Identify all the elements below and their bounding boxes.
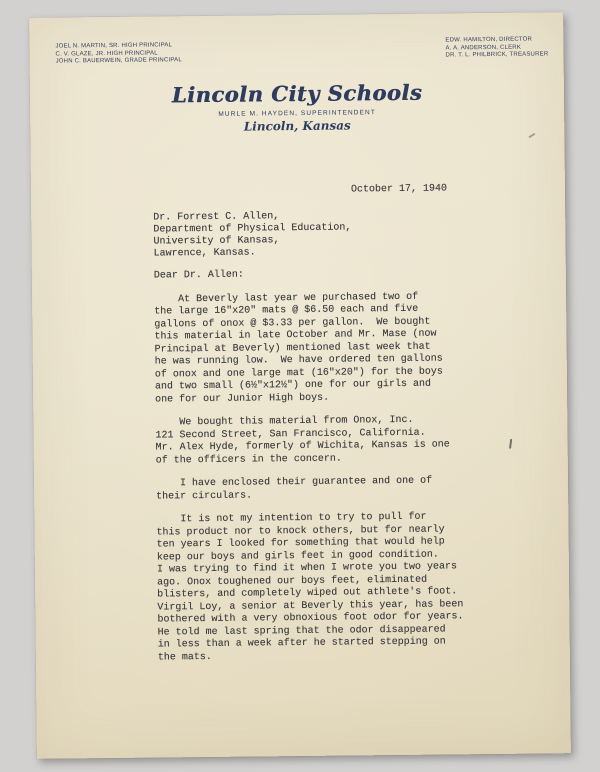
- recipient-line: Dr. Forrest C. Allen,: [153, 210, 280, 224]
- official-line: C. V. GLAZE, JR. HIGH PRINCIPAL: [55, 49, 158, 58]
- ink-mark: [509, 439, 512, 449]
- body-paragraph: We bought this material from Onox, Inc. 121 Second Street, San Francisco, California. Mr. Alex Hyde, formerly of Wichita, Kansas is one of the officers in the concern.: [155, 415, 450, 467]
- salutation: Dear Dr. Allen:: [153, 269, 244, 282]
- official-line: JOHN C. BAUERWEIN, GRADE PRINCIPAL: [55, 57, 182, 65]
- superintendent-line: MURLE M. HAYDEN, SUPERINTENDENT: [218, 109, 376, 118]
- school-location: Lincoln, Kansas: [243, 118, 351, 134]
- date-line: October 17, 1940: [350, 183, 448, 196]
- recipient-line: University of Kansas,: [153, 235, 280, 248]
- recipient-line: Department of Physical Education,: [153, 222, 352, 236]
- letter-paper: [29, 12, 571, 759]
- letterhead-left-officials: [55, 42, 181, 66]
- recipient-address: [153, 208, 503, 260]
- recipient-line: Lawrence, Kansas.: [153, 247, 256, 260]
- official-line: EDW. HAMILTON, DIRECTOR: [445, 36, 533, 44]
- letter-body: [153, 183, 508, 665]
- official-line: JOEL N. MARTIN, SR. HIGH PRINCIPAL: [55, 42, 173, 50]
- ink-mark: [528, 133, 535, 138]
- official-line: DR. T. L. PHILBRICK, TREASURER: [445, 51, 549, 59]
- body-paragraph: I have enclosed their guarantee and one of their circulars.: [155, 475, 433, 503]
- letterhead-right-officials: [445, 36, 548, 60]
- body-paragraph: At Beverly last year we purchased two of the large 16"x20" mats @ $6.50 each and five gallons of onox @ $3.33 per gallon. We bought this material in late October and Mr. Mase (now Principal at Beverly) mentioned last week that he was running low. We have ordered ten gallons of onox and one large mat (16"x20") for the boys and two small (6½"x12½") one for our girls and one for our Junior High boys.: [154, 291, 443, 406]
- official-line: A. A. ANDERSON, CLERK: [445, 44, 522, 51]
- body-paragraph: It is not my intention to try to pull for this product nor to knock others, but for nearly ten years I looked for something that would help keep our boys and girls feet in good condition. I was trying to find it when I wrote you two years ago. Onox toughened our boys feet, eliminated blisters, and completely wiped out athlete's foot. Virgil Loy, a senior at Beverly this year, has been bothered with a very obnoxious foot odor for years. He told me last spring that the odor disappeared in less than a week after he started stepping on the mats.: [156, 511, 464, 664]
- school-name: Lincoln City Schools: [171, 79, 423, 108]
